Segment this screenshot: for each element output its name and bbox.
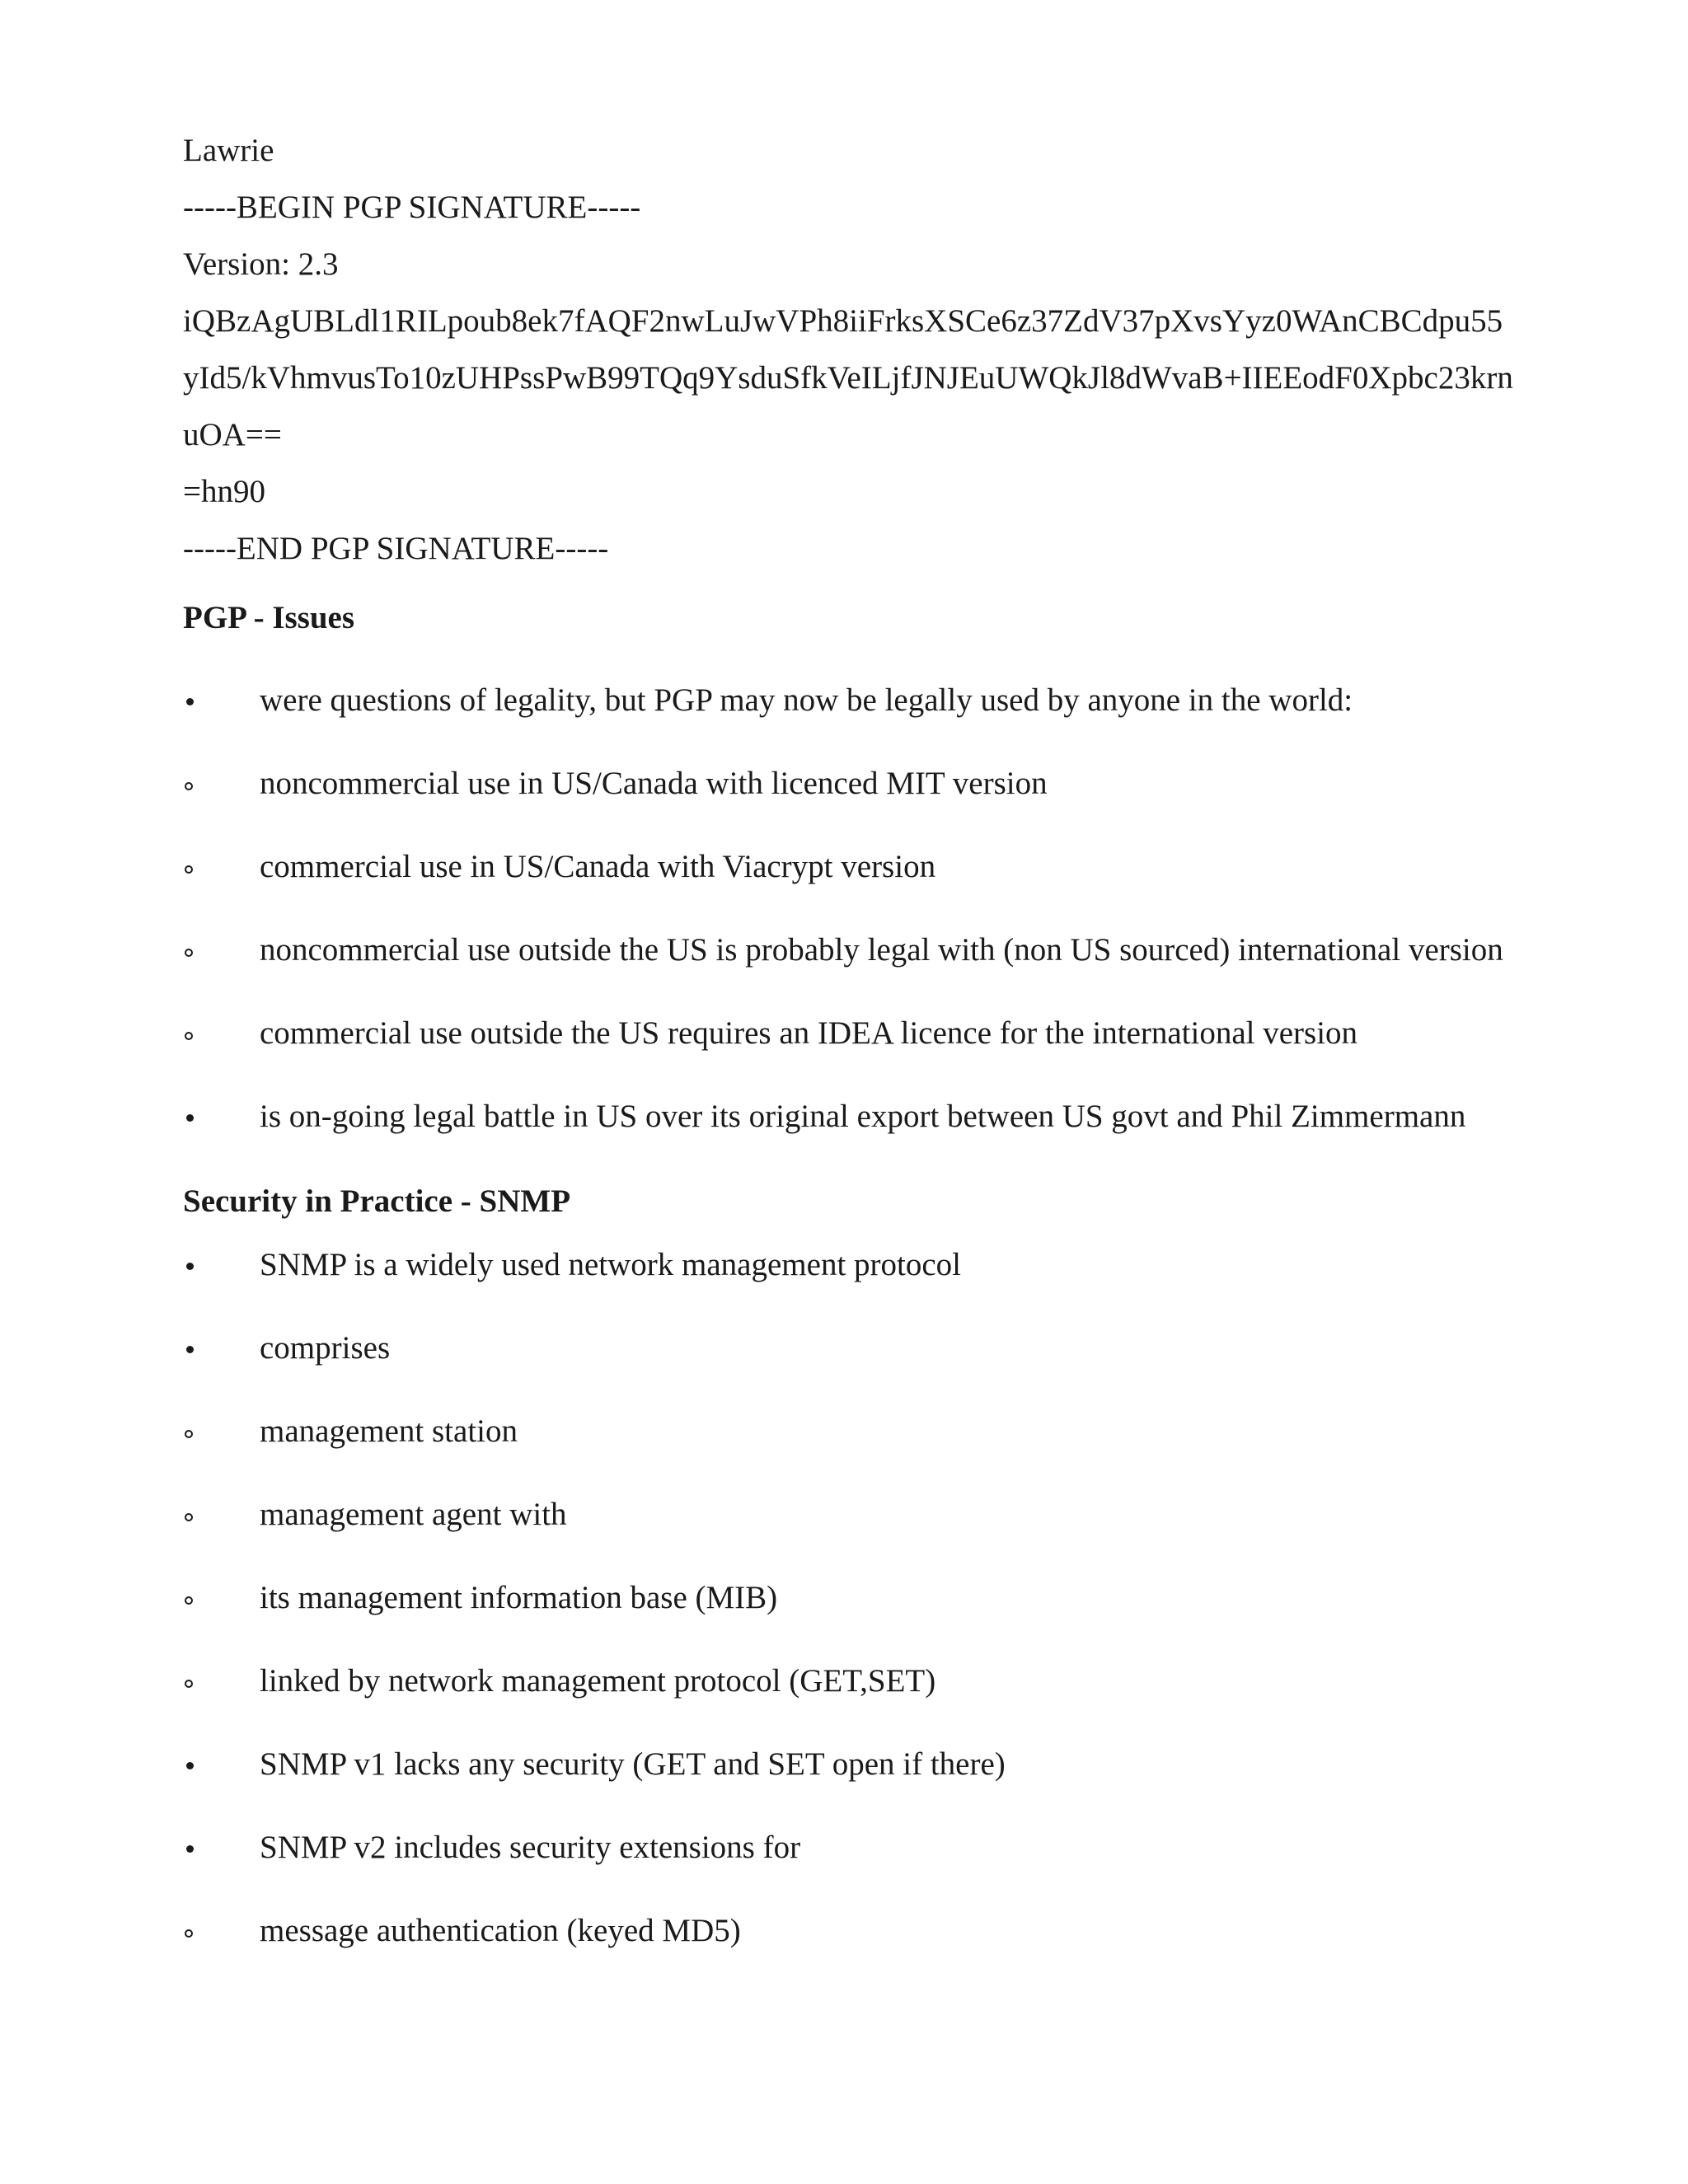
list-item-text: SNMP is a widely used network management protocol xyxy=(260,1247,961,1282)
bullet-icon xyxy=(183,1329,216,1368)
circle-bullet-icon xyxy=(183,1578,216,1618)
list-item-text: SNMP v2 includes security extensions for xyxy=(260,1830,801,1865)
list-item-text: noncommercial use outside the US is probably legal with (non US sourced) international version xyxy=(260,932,1503,968)
pgp-signature-line-2: yId5/kVhmvusTo10zUHPssPwB99TQq9YsduSfkVeILjfJNJEuUWQkJl8dWvaB+IIEEodF0Xpbc23krn xyxy=(183,360,1513,396)
circle-bullet-icon xyxy=(183,930,216,970)
pgp-begin-marker: -----BEGIN PGP SIGNATURE----- xyxy=(183,190,641,225)
circle-bullet-icon xyxy=(183,1661,216,1701)
bullet-icon xyxy=(183,1828,216,1868)
list-item-text: comprises xyxy=(260,1330,391,1366)
author-name: Lawrie xyxy=(183,133,274,168)
circle-bullet-icon xyxy=(183,1014,216,1053)
list-item-text: is on-going legal battle in US over its original export between US govt and Phil Zimmermann xyxy=(260,1099,1466,1134)
list-item-text: were questions of legality, but PGP may now be legally used by anyone in the world: xyxy=(260,682,1353,718)
list-item-text: message authentication (keyed MD5) xyxy=(260,1913,741,1948)
section-heading-pgp-issues: PGP - Issues xyxy=(183,600,355,635)
pgp-signature-line-1: iQBzAgUBLdl1RILpoub8ek7fAQF2nwLuJwVPh8iiFrksXSCe6z37ZdV37pXvsYyz0WAnCBCdpu55 xyxy=(183,303,1503,339)
list-item-text: management agent with xyxy=(260,1497,567,1532)
pgp-version: Version: 2.3 xyxy=(183,246,339,282)
bullet-icon xyxy=(183,681,216,720)
bullet-icon xyxy=(183,1245,216,1285)
list-item-text: commercial use in US/Canada with Viacrypt version xyxy=(260,849,936,884)
list-item-text: management station xyxy=(260,1413,518,1449)
circle-bullet-icon xyxy=(183,1911,216,1951)
pgp-checksum: =hn90 xyxy=(183,474,265,509)
list-item-text: commercial use outside the US requires an IDEA licence for the international version xyxy=(260,1015,1358,1051)
bullet-icon xyxy=(183,1745,216,1784)
circle-bullet-icon xyxy=(183,1495,216,1535)
pgp-signature-line-3: uOA== xyxy=(183,417,282,452)
bullet-icon xyxy=(183,1097,216,1137)
pgp-end-marker: -----END PGP SIGNATURE----- xyxy=(183,531,609,566)
circle-bullet-icon xyxy=(183,847,216,887)
circle-bullet-icon xyxy=(183,764,216,804)
list-item-text: SNMP v1 lacks any security (GET and SET open if there) xyxy=(260,1746,1006,1782)
list-item-text: its management information base (MIB) xyxy=(260,1580,778,1615)
circle-bullet-icon xyxy=(183,1412,216,1451)
list-item-text: noncommercial use in US/Canada with licenced MIT version xyxy=(260,766,1048,801)
list-item-text: linked by network management protocol (GET,SET) xyxy=(260,1663,936,1699)
section-heading-snmp: Security in Practice - SNMP xyxy=(183,1183,571,1219)
